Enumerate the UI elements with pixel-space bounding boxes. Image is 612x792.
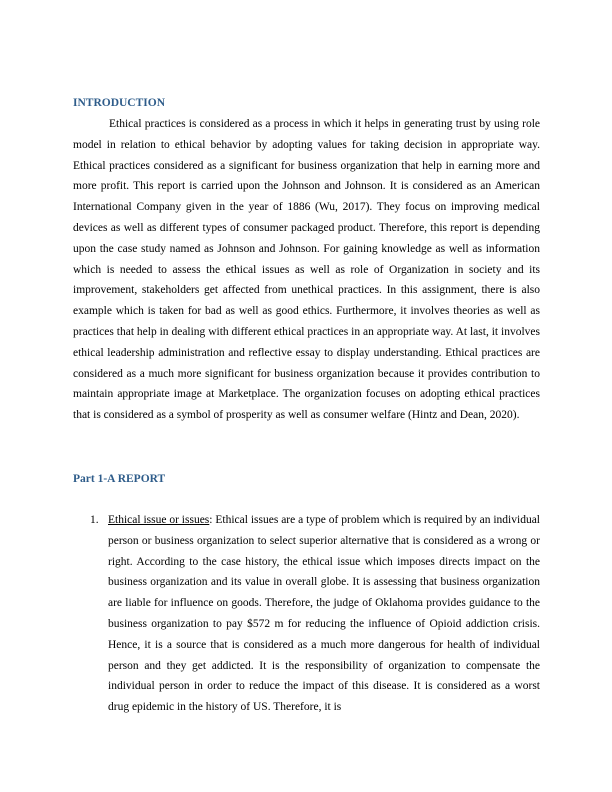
part1-heading: Part 1-A REPORT — [73, 473, 166, 485]
list-item — [73, 510, 540, 718]
list-item-term: Ethical issue or issues — [108, 514, 210, 526]
list-item-number: 1. — [90, 514, 99, 526]
introduction-heading: INTRODUCTION — [73, 97, 166, 109]
list-item-text: : Ethical issues are a type of problem which is required by an individual person or business organization to select superior alternative that is considered as a wrong or right. According to the case history, the ethical issue which imposes directs impact on the business organization and its value in overall globe. It is assessing that business organization are liable for influence on goods. Therefore, the judge of Oklahoma provides guidance to the business organization to pay $572 m for reducing the influence of Opioid addiction crisis. Hence, it is a source that is considered as a much more dangerous for health of individual person and they get addicted. It is the responsibility of organization to compensate the individual person in order to reduce the impact of this disease. It is considered as a worst drug epidemic in the history of US. Therefore, it is — [108, 514, 540, 714]
introduction-paragraph: Ethical practices is considered as a process in which it helps in generating trust by using role model in relation to ethical behavior by adopting values for taking decision in appropriate way. Ethical practices considered as a significant for business organization that help in earning more and more profit. This report is carried upon the Johnson and Johnson. It is considered as an American International Company given in the year of 1886 (Wu, 2017). They focus on improving medical devices as well as different types of consumer packaged product. Therefore, this report is depending upon the case study named as Johnson and Johnson. For gaining knowledge as well as information which is needed to assess the ethical issues as well as role of Organization in society and its improvement, stakeholders get affected from unethical practices. In this assignment, there is also example which is taken for bad as well as good ethics. Furthermore, it involves theories as well as practices that help in dealing with different ethical practices in an appropriate way. At last, it involves ethical leadership administration and reflective essay to display understanding. Ethical practices are considered as a much more significant for business organization because it provides contribution to maintain appropriate image at Marketplace. The organization focuses on adopting ethical practices that is considered as a symbol of prosperity as well as consumer welfare (Hintz and Dean, 2020). — [73, 118, 540, 422]
part1-list — [73, 510, 540, 718]
